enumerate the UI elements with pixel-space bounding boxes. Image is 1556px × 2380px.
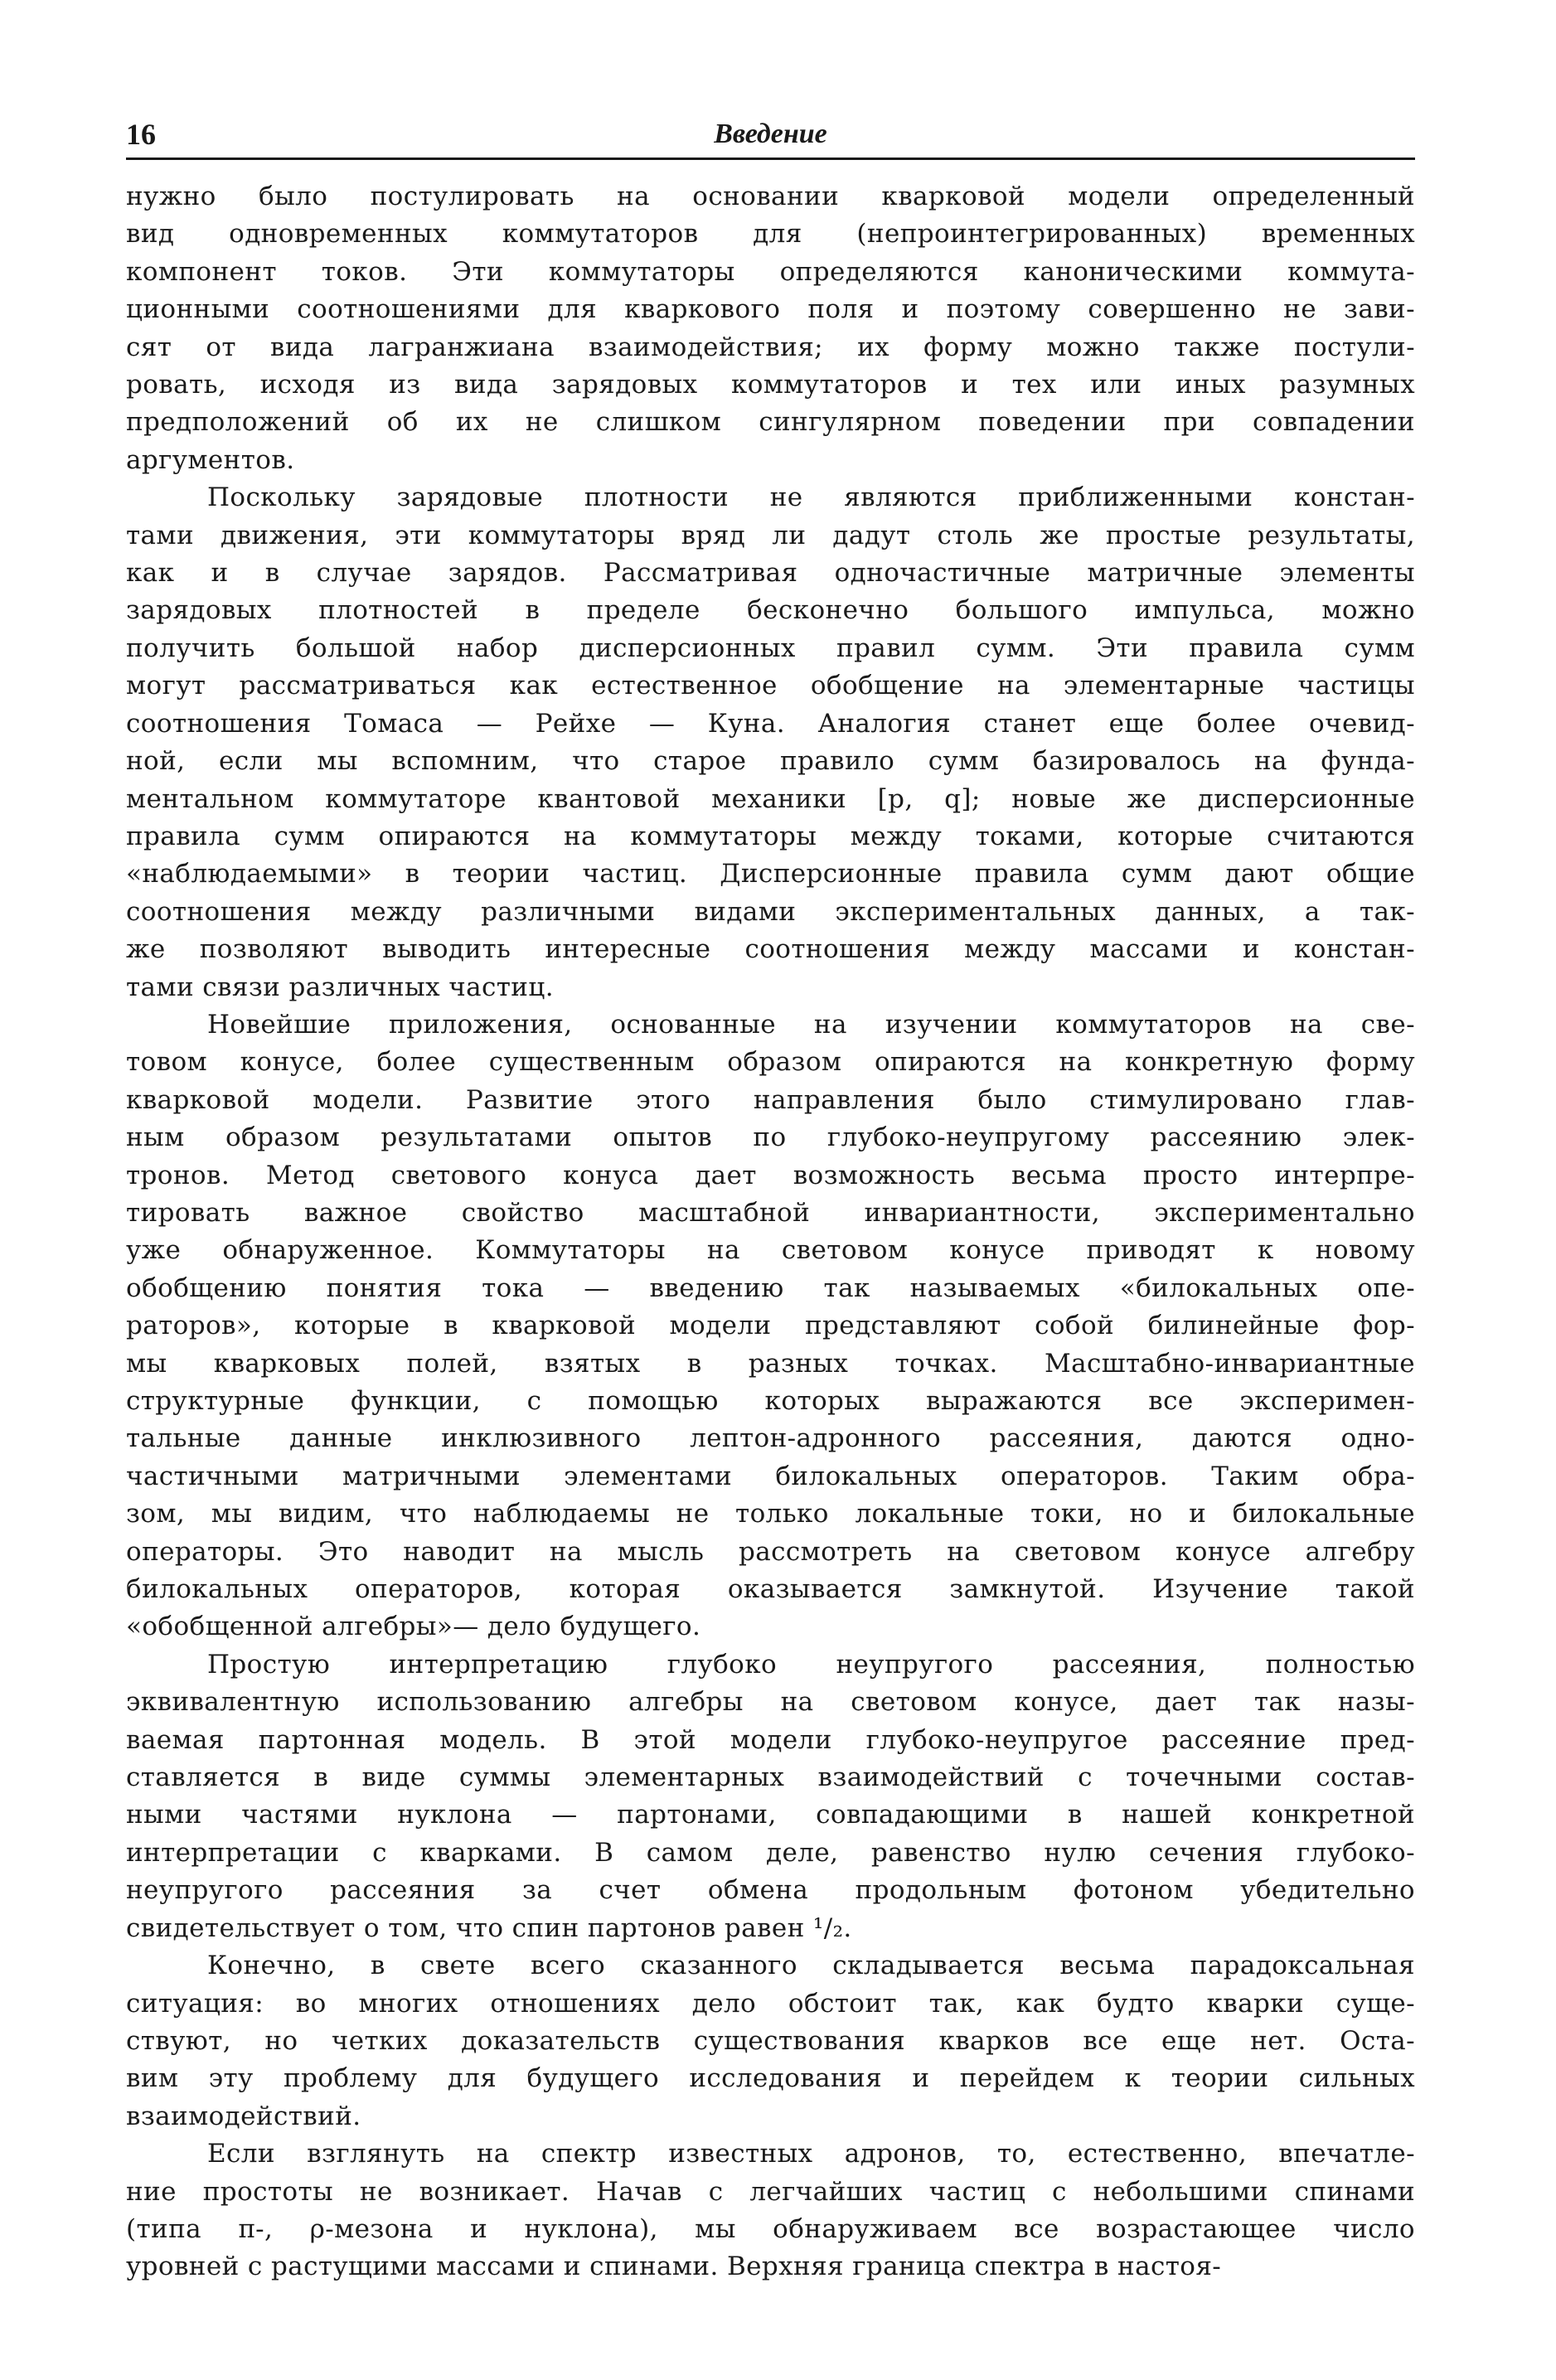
text-line: тами движения, эти коммутаторы вряд ли дадут столь же простые результаты,	[126, 520, 1415, 550]
text-line: уже обнаруженное. Коммутаторы на световом конусе приводят к новому	[126, 1235, 1415, 1266]
text-line: могут рассматриваться как естественное обобщение на элементарные частицы	[126, 671, 1415, 701]
text-line: неупругого рассеяния за счет обмена продольным фотоном убедительно	[126, 1875, 1415, 1906]
text-line: ситуация: во многих отношениях дело обстоит так, как будто кварки суще-	[126, 1988, 1415, 2019]
text-line: ствуют, но четких доказательств существования кварков все еще нет. Оста-	[126, 2025, 1415, 2056]
text-line: «наблюдаемыми» в теории частиц. Дисперсионные правила сумм дают общие	[126, 859, 1415, 889]
text-line: сят от вида лагранжиана взаимодействия; их форму можно также постули-	[126, 332, 1415, 362]
text-line: Поскольку зарядовые плотности не являются приближенными констан-	[207, 482, 1415, 513]
text-line: взаимодействий.	[126, 2101, 361, 2131]
text-line: вим эту проблему для будущего исследования и перейдем к теории сильных	[126, 2063, 1415, 2094]
text-line: соотношения между различными видами экспериментальных данных, а так-	[126, 896, 1415, 927]
text-line: зом, мы видим, что наблюдаемы не только локальные токи, но и билокальные	[126, 1499, 1415, 1529]
text-line: соотношения Томаса — Рейхе — Куна. Аналогия станет еще более очевид-	[126, 708, 1415, 739]
text-line: эквивалентную использованию алгебры на световом конусе, дает так назы-	[126, 1687, 1415, 1718]
text-line: операторы. Это наводит на мысль рассмотреть на световом конусе алгебру	[126, 1536, 1415, 1567]
text-line: Простую интерпретацию глубоко неупругого рассеяния, полностью	[207, 1649, 1415, 1680]
text-line: раторов», которые в кварковой модели представляют собой билинейные фор-	[126, 1311, 1415, 1341]
text-line: тами связи различных частиц.	[126, 972, 554, 1002]
text-line: ными частями нуклона — партонами, совпадающими в нашей конкретной	[126, 1800, 1415, 1830]
text-line: обобщению понятия тока — введению так называемых «билокальных опе-	[126, 1272, 1415, 1303]
text-line: тальные данные инклюзивного лептон-адронного рассеяния, даются одно-	[126, 1423, 1415, 1454]
text-line: Новейшие приложения, основанные на изучении коммутаторов на све-	[207, 1009, 1415, 1040]
running-head: Введение	[714, 119, 827, 149]
paragraph	[126, 479, 1415, 1006]
page-header	[126, 116, 1415, 160]
paragraph	[126, 1006, 1415, 1646]
text-line: вид одновременных коммутаторов для (непроинтегрированных) временных	[126, 219, 1415, 250]
text-line: Если взглянуть на спектр известных адронов, то, естественно, впечатле-	[207, 2139, 1415, 2169]
text-line: кварковой модели. Развитие этого направления было стимулировано глав-	[126, 1084, 1415, 1115]
text-line: тронов. Метод светового конуса дает возможность весьма просто интерпре-	[126, 1160, 1415, 1190]
book-page	[126, 116, 1415, 2286]
text-line: частичными матричными элементами билокальных операторов. Таким обра-	[126, 1461, 1415, 1491]
text-line: тировать важное свойство масштабной инвариантности, экспериментально	[126, 1197, 1415, 1228]
text-line: как и в случае зарядов. Рассматривая одночастичные матричные элементы	[126, 558, 1415, 589]
text-line: уровней с растущими массами и спинами. Верхняя граница спектра в настоя-	[126, 2252, 1222, 2282]
text-line: ментальном коммутаторе квантовой механики [p, q]; новые же дисперсионные	[126, 783, 1415, 814]
paragraph	[126, 1646, 1415, 1947]
text-line: структурные функции, с помощью которых выражаются все эксперимен-	[126, 1386, 1415, 1416]
paragraph	[126, 2135, 1415, 2286]
text-line: компонент токов. Эти коммутаторы определяются каноническими коммута-	[126, 256, 1415, 287]
text-line: мы кварковых полей, взятых в разных точках. Масштабно-инвариантные	[126, 1348, 1415, 1379]
text-line: получить большой набор дисперсионных правил сумм. Эти правила сумм	[126, 633, 1415, 663]
text-line: же позволяют выводить интересные соотношения между массами и констан-	[126, 934, 1415, 965]
text-line: билокальных операторов, которая оказывается замкнутой. Изучение такой	[126, 1574, 1415, 1605]
text-line: правила сумм опираются на коммутаторы между токами, которые считаются	[126, 821, 1415, 851]
page-number: 16	[126, 118, 156, 151]
text-line: зарядовых плотностей в пределе бесконечно большого импульса, можно	[126, 595, 1415, 626]
text-line: ровать, исходя из вида зарядовых коммутаторов и тех или иных разумных	[126, 370, 1415, 400]
paragraph	[126, 1947, 1415, 2135]
text-line: ставляется в виде суммы элементарных взаимодействий с точечными состав-	[126, 1762, 1415, 1793]
body-text	[126, 178, 1415, 2286]
text-line: предположений об их не слишком сингулярном поведении при совпадении	[126, 407, 1415, 438]
text-line: (типа π-, ρ-мезона и нуклона), мы обнаруживаем все возрастающее число	[126, 2213, 1415, 2244]
text-line: свидетельствует о том, что спин партонов равен ¹/₂.	[126, 1912, 852, 1943]
text-line: товом конусе, более существенным образом опираются на конкретную форму	[126, 1047, 1415, 1078]
text-line: ным образом результатами опытов по глубоко-неупругому рассеянию элек-	[126, 1122, 1415, 1153]
paragraph	[126, 178, 1415, 479]
text-line: нужно было постулировать на основании кварковой модели определенный	[126, 182, 1415, 211]
text-line: интерпретации с кварками. В самом деле, равенство нулю сечения глубоко-	[126, 1837, 1415, 1868]
text-line: «обобщенной алгебры»— дело будущего.	[126, 1612, 701, 1642]
text-line: ционными соотношениями для кваркового поля и поэтому совершенно не зави-	[126, 294, 1415, 325]
text-line: ние простоты не возникает. Начав с легчайших частиц с небольшими спинами	[126, 2176, 1415, 2207]
text-line: ваемая партонная модель. В этой модели глубоко-неупругое рассеяние пред-	[126, 1724, 1415, 1755]
text-line: ной, если мы вспомним, что старое правило сумм базировалось на фунда-	[126, 746, 1415, 777]
text-line: Конечно, в свете всего сказанного складывается весьма парадоксальная	[207, 1951, 1415, 1981]
text-line: аргументов.	[126, 444, 295, 475]
